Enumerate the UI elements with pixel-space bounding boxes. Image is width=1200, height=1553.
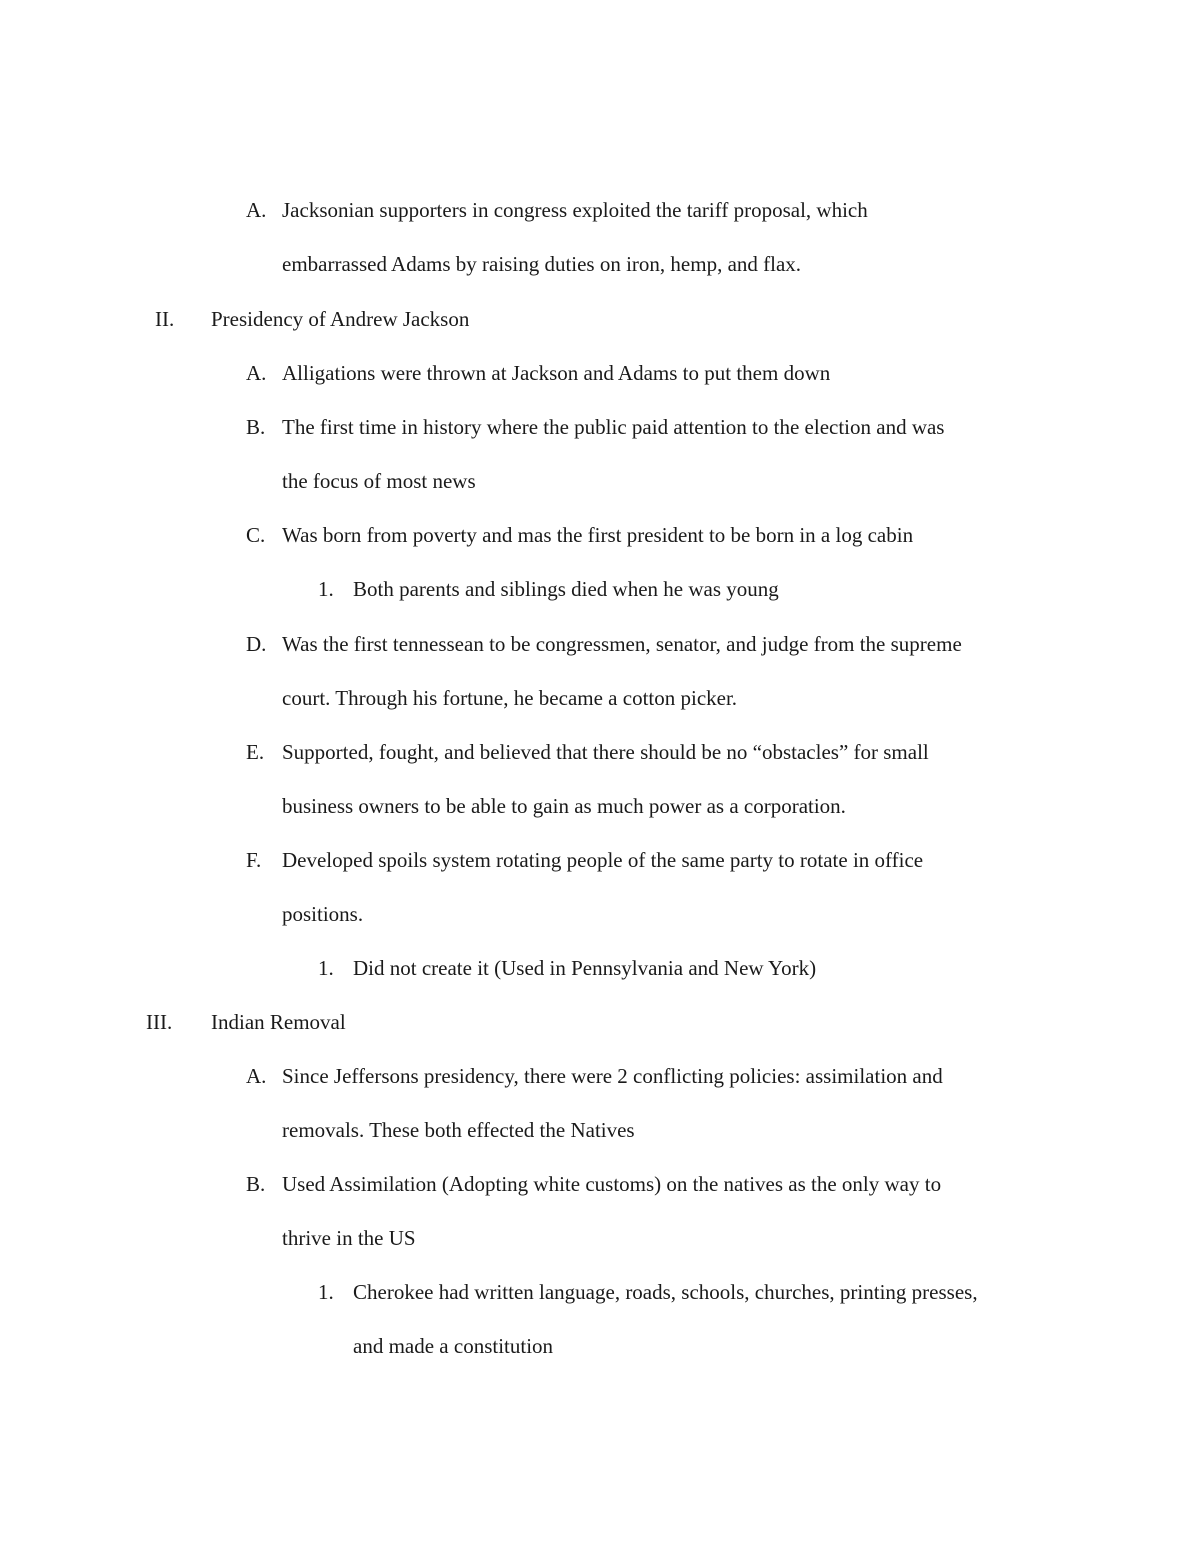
outline-subitem-text: and made a constitution xyxy=(353,1334,554,1358)
outline-marker: D. xyxy=(246,632,267,656)
outline-item-text: Jacksonian supporters in congress exploited the tariff proposal, which xyxy=(282,198,868,222)
section-heading: Indian Removal xyxy=(211,1010,346,1034)
outline-subitem-text: Cherokee had written language, roads, schools, churches, printing presses, xyxy=(353,1280,978,1304)
outline-subitem-text: Did not create it (Used in Pennsylvania and New York) xyxy=(353,956,817,980)
outline-item-text: Developed spoils system rotating people of the same party to rotate in office xyxy=(282,848,924,872)
outline-marker: A. xyxy=(246,361,267,385)
outline-marker: B. xyxy=(246,1172,266,1196)
section-heading: Presidency of Andrew Jackson xyxy=(211,307,470,331)
outline-sub-marker: 1. xyxy=(318,1280,334,1304)
outline-marker: E. xyxy=(246,740,265,764)
outline-item-text: court. Through his fortune, he became a cotton picker. xyxy=(282,686,738,710)
outline-item-text: Was born from poverty and mas the first president to be born in a log cabin xyxy=(282,523,914,547)
outline-item-text: removals. These both effected the Natives xyxy=(282,1118,635,1142)
outline-item-text: Since Jeffersons presidency, there were 2 conflicting policies: assimilation and xyxy=(282,1064,943,1088)
outline-item-text: Supported, fought, and believed that there should be no “obstacles” for small xyxy=(282,740,929,764)
outline-item-text: thrive in the US xyxy=(282,1226,416,1250)
outline-sub-marker: 1. xyxy=(318,577,334,601)
outline-item-text: business owners to be able to gain as much power as a corporation. xyxy=(282,794,846,818)
outline-item-text: positions. xyxy=(282,902,364,926)
outline-marker: A. xyxy=(246,198,267,222)
outline-subitem-text: Both parents and siblings died when he was young xyxy=(353,577,779,601)
section-numeral: II. xyxy=(155,307,175,331)
outline-marker: B. xyxy=(246,415,266,439)
outline-item-text: the focus of most news xyxy=(282,469,476,493)
outline-marker: C. xyxy=(246,523,266,547)
outline-item-text: Used Assimilation (Adopting white customs) on the natives as the only way to xyxy=(282,1172,942,1196)
outline-item-text: The first time in history where the public paid attention to the election and was xyxy=(282,415,945,439)
outline-item-text: embarrassed Adams by raising duties on iron, hemp, and flax. xyxy=(282,252,802,276)
outline-item-text: Alligations were thrown at Jackson and Adams to put them down xyxy=(282,361,831,385)
section-numeral: III. xyxy=(146,1010,173,1034)
outline-marker: F. xyxy=(246,848,262,872)
outline-sub-marker: 1. xyxy=(318,956,334,980)
outline-marker: A. xyxy=(246,1064,267,1088)
outline-item-text: Was the first tennessean to be congressmen, senator, and judge from the supreme xyxy=(282,632,962,656)
